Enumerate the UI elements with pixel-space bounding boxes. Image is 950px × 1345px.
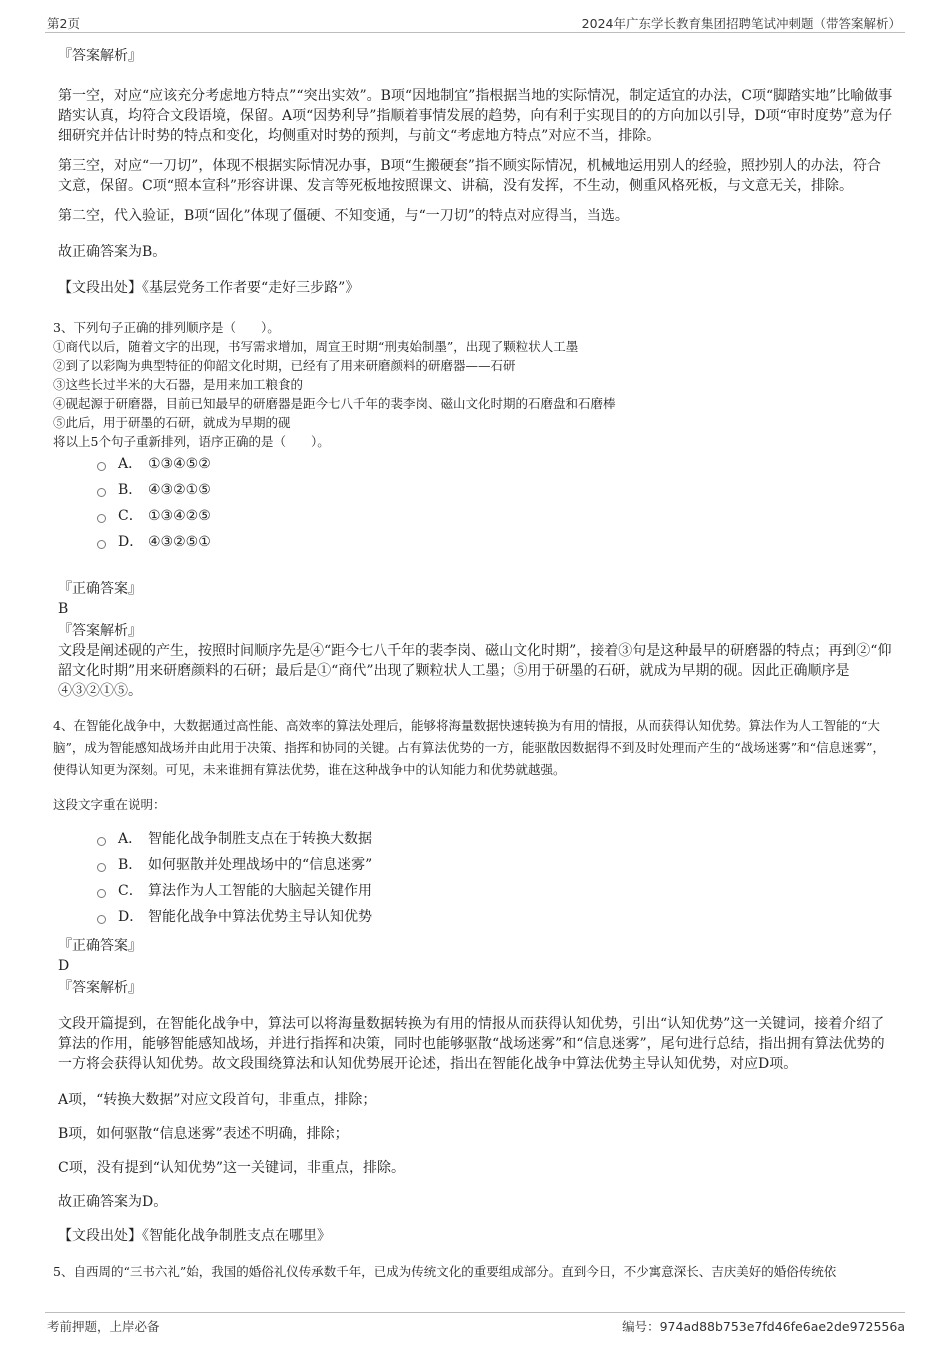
analysis-paragraph: B项，如何驱散“信息迷雾”表述不明确，排除； [58,1126,349,1142]
option-a[interactable]: A． ①③④⑤② [58,453,894,479]
page-content [53,38,894,1281]
radio-icon[interactable] [97,514,106,523]
answer-statement: 故正确答案为B。 [58,244,167,260]
option-c[interactable]: C． 算法作为人工智能的大脑起关键作用 [58,880,894,906]
analysis-heading: 『答案解析』 [58,623,142,639]
analysis-paragraph: 第一空，对应“应该充分考虑地方特点”“突出实效”。B项“因地制宜”指根据当地的实际情况，制定适宜的办法，C项“脚踏实地”比喻做事踏实认真，均符合文段语境，保留。A项“因势利导”指顺着事情发展的趋势，向有利于实现目的的方向加以引导，D项“审时度势”意为仔细研究并估计时势的特点和变化，均侧重对时势的预判，与前文“考虑地方特点”对应不当，排除。 [58,88,893,144]
page-header [45,8,905,33]
radio-icon[interactable] [97,488,106,497]
sentence-item: ①商代以后，随着文字的出现，书写需求增加，周宣王时期“刑夷始制墨”，出现了颗粒状人工墨 [53,339,579,354]
question-4 [53,715,889,814]
radio-icon[interactable] [97,837,106,846]
analysis-heading: 『答案解析』 [58,980,142,996]
radio-icon[interactable] [97,462,106,471]
analysis-paragraph: C项，没有提到“认知优势”这一关键词，非重点，排除。 [58,1160,406,1176]
question-stem: 3、下列句子正确的排列顺序是（ ）。 [53,320,280,335]
question-3 [53,318,889,451]
sentence-item: ⑤此后，用于研墨的石研，就成为早期的砚 [53,415,291,430]
option-a[interactable]: A． 智能化战争制胜支点在于转换大数据 [58,828,894,854]
correct-answer-heading: 『正确答案』 [58,581,142,597]
analysis-paragraph: 文段开篇提到，在智能化战争中，算法可以将海量数据转换为有用的情报从而获得认知优势，引出“认知优势”这一关键词，接着介绍了算法的作用，能够智能感知战场，并进行指挥和决策，同时也能够驱散“战场迷雾”和“信息迷雾”，尾句进行总结，指出拥有算法优势的一方将会获得认知优势。故文段围绕算法和认知优势展开论述，指出在智能化战争中算法优势主导认知优势，对应D项。 [58,1016,885,1072]
analysis-heading: 『答案解析』 [58,48,142,64]
option-c[interactable]: C． ①③④②⑤ [58,505,894,531]
option-b[interactable]: B． ④③②①⑤ [58,479,894,505]
source-line: 【文段出处】《智能化战争制胜支点在哪里》 [58,1228,331,1244]
correct-answer: D [58,958,70,974]
footer-slogan: 考前押题，上岸必备 [47,1319,160,1334]
question-stem: 4、在智能化战争中，大数据通过高性能、高效率的算法处理后，能够将海量数据快速转换为有用的情报，从而获得认知优势。算法作为人工智能的“大脑”，成为智能感知战场并由此用于决策、指挥和协同的关键。占有算法优势的一方，能驱散因数据得不到及时处理而产生的“战场迷雾”和“信息迷雾”，使得认知更为深刻。可见，未来谁拥有算法优势，谁在这种战争中的认知能力和优势就越强。 [53,718,885,777]
page-number: 第2页 [47,16,80,31]
analysis-paragraph: 文段是阐述砚的产生，按照时间顺序先是④“距今七八千年的裴李岗、磁山文化时期”，接着③句是这种最早的研磨器的特点；再到②“仰韶文化时期”用来研磨颜料的石研；最后是①“商代”出现了颗粒状人工墨；⑤用于研墨的石研，就成为早期的砚。因此正确顺序是④③②①⑤。 [58,643,892,699]
sentence-item: ③这些长过半米的大石器，是用来加工粮食的 [53,377,304,392]
analysis-paragraph: A项，“转换大数据”对应文段首句，非重点，排除； [58,1092,377,1108]
question-5 [53,1262,889,1281]
option-d[interactable]: D． ④③②⑤① [58,531,894,557]
document-title: 2024年广东学长教育集团招聘笔试冲刺题（带答案解析） [581,16,901,31]
question-stem: 5、自西周的“三书六礼”始，我国的婚俗礼仪传承数千年，已成为传统文化的重要组成部分。直到今日，不少寓意深长、吉庆美好的婚俗传统依 [53,1264,837,1279]
page-footer [45,1312,905,1339]
option-d[interactable]: D． 智能化战争中算法优势主导认知优势 [58,906,894,932]
sentence-item: ②到了以彩陶为典型特征的仰韶文化时期，已经有了用来研磨颜料的研磨器——石研 [53,358,516,373]
correct-answer-heading: 『正确答案』 [58,938,142,954]
options-list [58,453,894,557]
radio-icon[interactable] [97,889,106,898]
question-instruction: 将以上5个句子重新排列，语序正确的是（ ）。 [53,434,330,449]
question-prompt: 这段文字重在说明： [53,797,166,812]
radio-icon[interactable] [97,863,106,872]
answer-statement: 故正确答案为D。 [58,1194,168,1210]
radio-icon[interactable] [97,540,106,549]
radio-icon[interactable] [97,915,106,924]
option-b[interactable]: B． 如何驱散并处理战场中的“信息迷雾” [58,854,894,880]
document-code: 编号：974ad88b753e7fd46fe6ae2de972556a [622,1319,905,1334]
source-line: 【文段出处】《基层党务工作者要“走好三步路”》 [58,280,360,296]
options-list [58,828,894,932]
analysis-paragraph: 第三空，对应“一刀切”，体现不根据实际情况办事，B项“生搬硬套”指不顾实际情况，机械地运用别人的经验，照抄别人的办法，符合文意，保留。C项“照本宣科”形容讲课、发言等死板地按照课文、讲稿，没有发挥，不生动，侧重风格死板，与文意无关，排除。 [58,158,881,194]
correct-answer: B [58,601,69,617]
sentence-item: ④砚起源于研磨器，目前已知最早的研磨器是距今七八千年的裴李岗、磁山文化时期的石磨盘和石磨棒 [53,396,616,411]
analysis-paragraph: 第二空，代入验证，B项“固化”体现了僵硬、不知变通，与“一刀切”的特点对应得当，当选。 [58,208,629,224]
